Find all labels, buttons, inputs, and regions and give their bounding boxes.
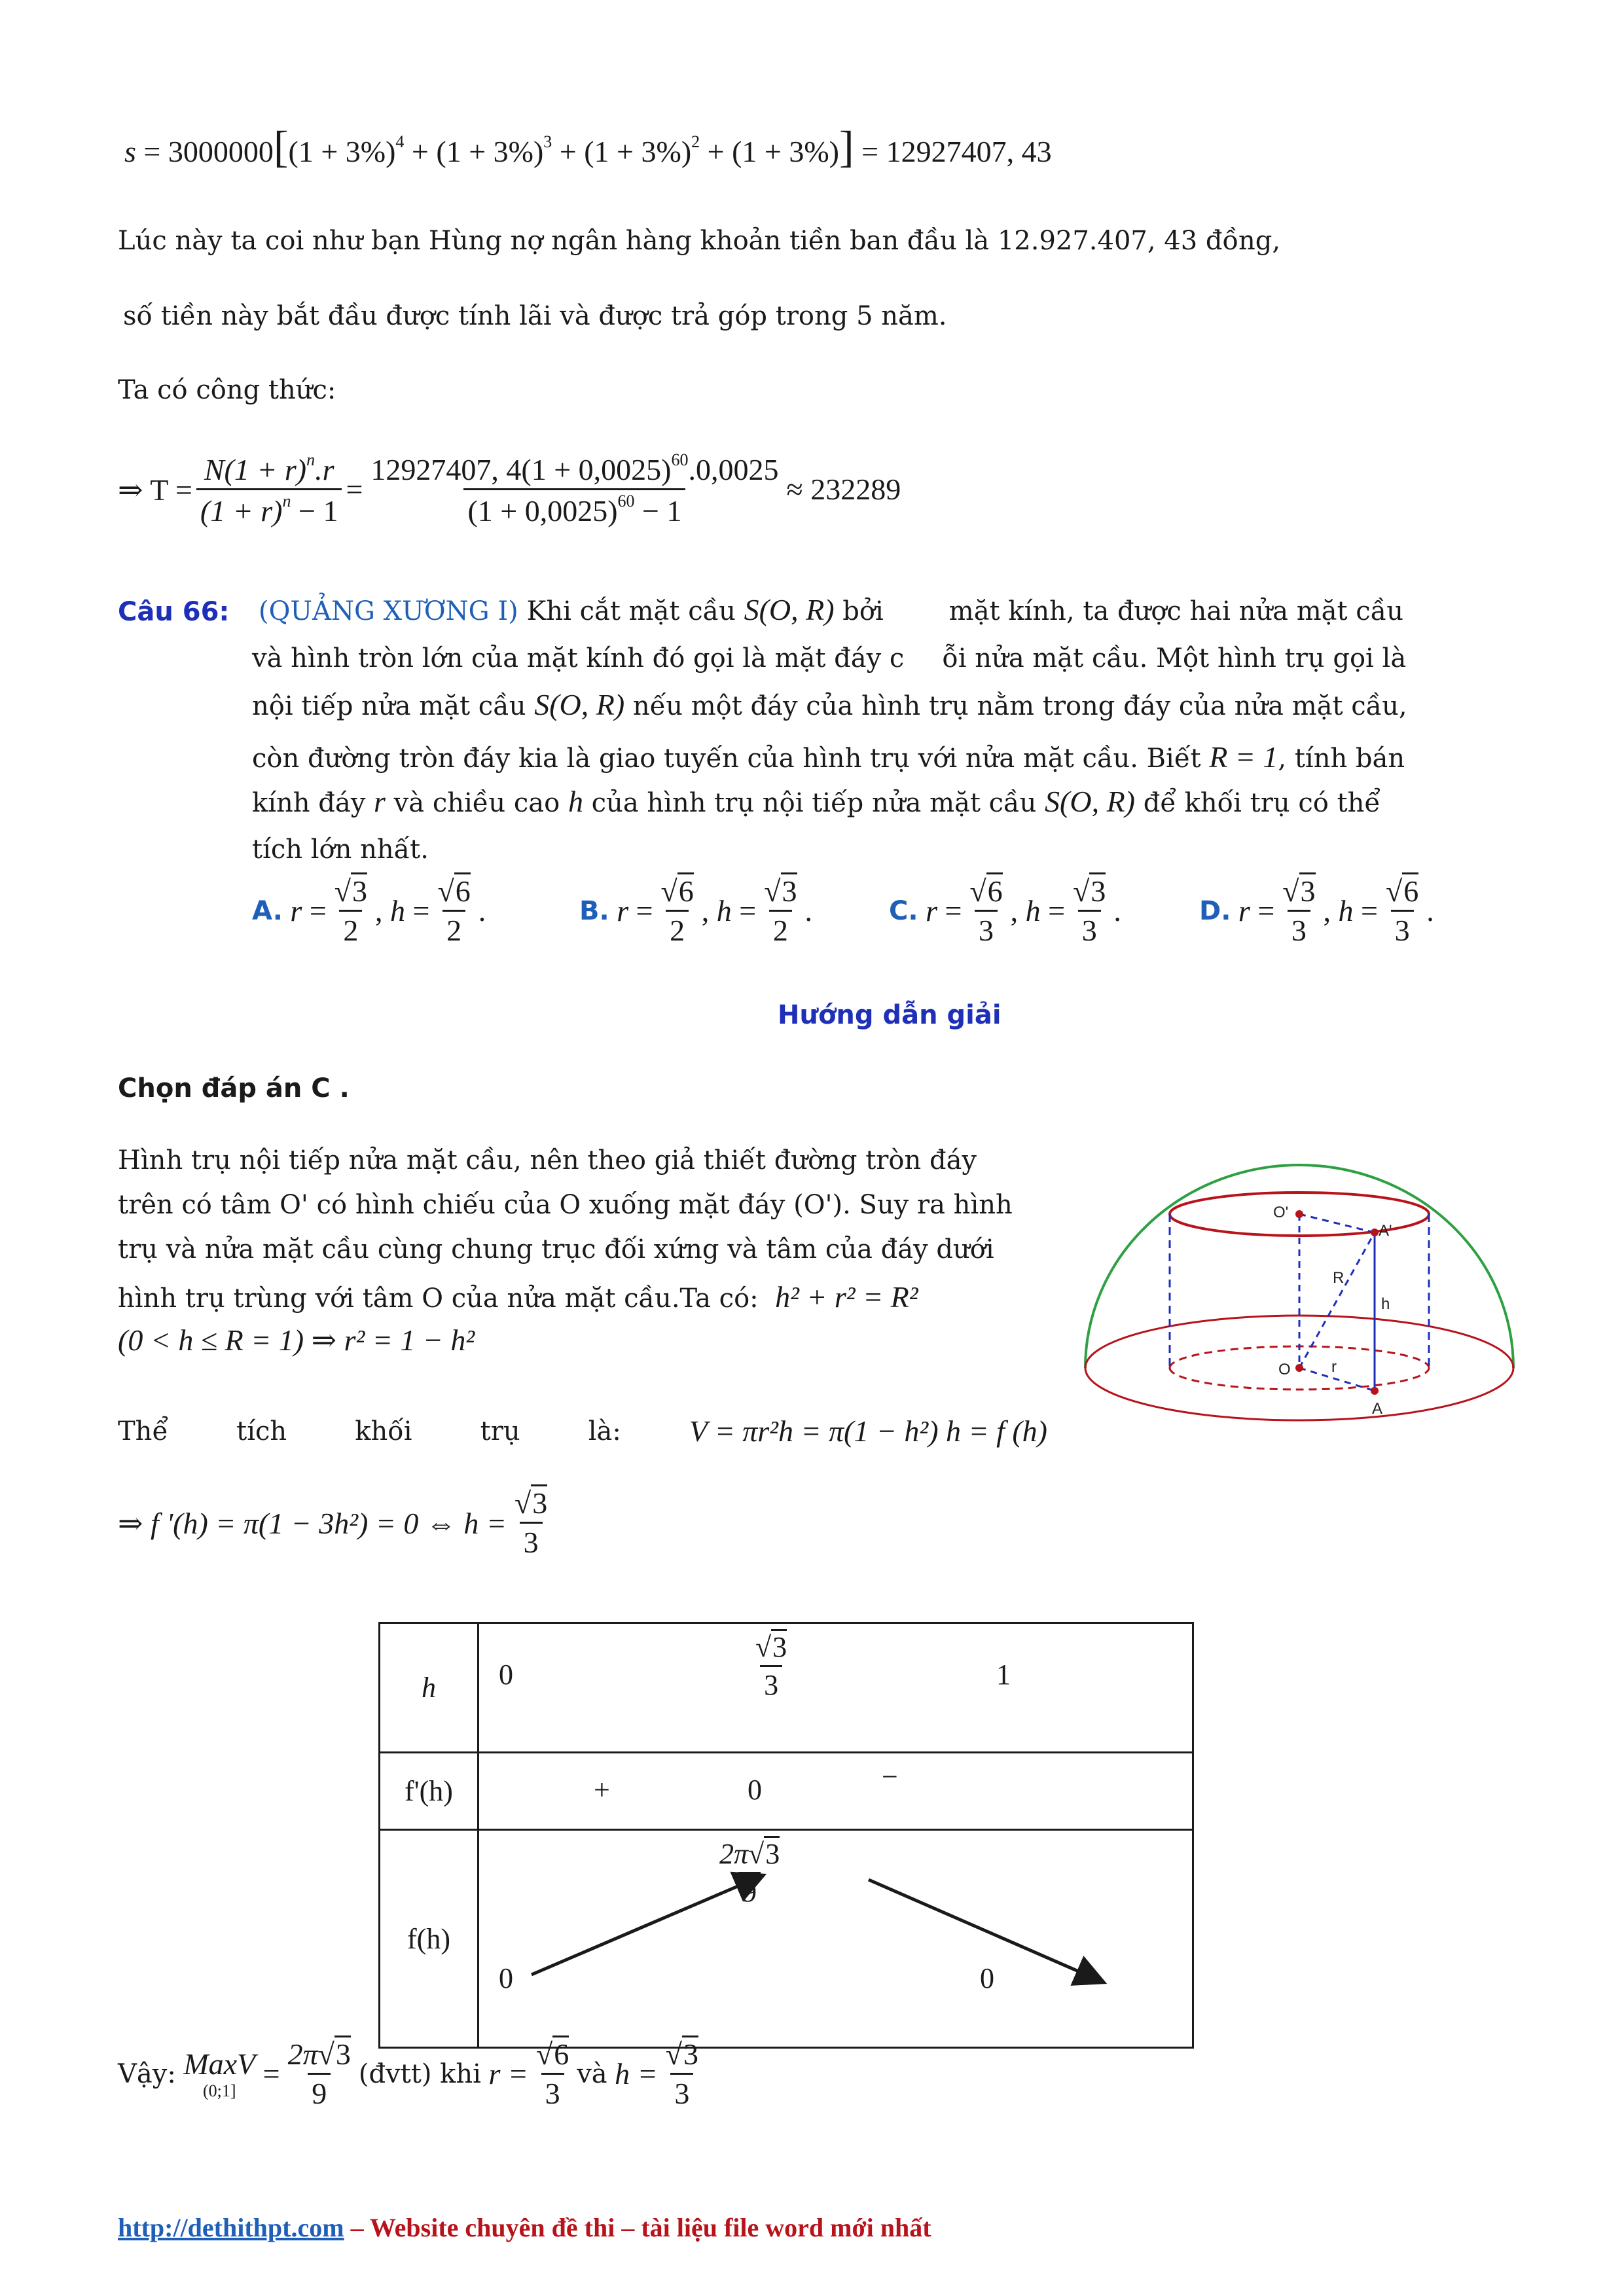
solution-line-5: (0 < h ≤ R = 1) ⇒ r² = 1 − h² bbox=[118, 1323, 475, 1357]
formula-t: ⇒ T = $\frac{N(1 + r)^n.r}{(1 + r)^n - 1}$ = $\frac{12927407, 4(1 + 0,0025)^{60}.0,0025}{(1 + 0,0025)^{60} - 1}$ ≈ 232289 bbox=[118, 450, 901, 528]
arrow-decreasing bbox=[869, 1880, 1101, 1981]
paragraph-1: Lúc này ta coi như bạn Hùng nợ ngân hàng khoản tiền ban đầu là 12.927.407, 43 đồng, bbox=[118, 226, 1281, 256]
solution-line-2: trên có tâm O' có hình chiếu của O xuống mặt đáy (O'). Suy ra hình bbox=[118, 1190, 1013, 1220]
formula-s: $s = 3000000[(1 + 3\%)^4 + (1 + 3\%)^3 + (1 + 3\%)^2 + (1 + 3\%)] = 12927407$, 43 bbox=[124, 122, 1052, 171]
label-a-prime: A' bbox=[1379, 1222, 1392, 1240]
fp-plus: + bbox=[594, 1773, 610, 1806]
question-line-1: (QUẢNG XƯƠNG I) Khi cắt mặt cầu S(O, R) bởi mặt kính, ta được hai nửa mặt cầu bbox=[259, 593, 1403, 626]
solution-line-3: trụ và nửa mặt cầu cùng chung trục đối xứng và tâm của đáy dưới bbox=[118, 1234, 994, 1265]
option-c[interactable]: C. r = $\frac{√6}{3}$ , h = $\frac{√3}{3}$ . bbox=[889, 874, 1121, 948]
fp-zero: 0 bbox=[748, 1773, 762, 1806]
label-o-prime: O' bbox=[1273, 1204, 1289, 1221]
footer-text: – Website chuyên đề thi – tài liệu file word mới nhất bbox=[344, 2213, 931, 2242]
fraction-numeric: $\frac{12927407, 4(1 + 0,0025)^{60}.0,0025}{(1 + 0,0025)^{60} - 1}$ bbox=[370, 450, 779, 528]
solution-line-6: Thể tích khối trụ là: V = πr²h = π(1 − h²) h = f (h) bbox=[118, 1414, 1047, 1448]
f-right: 0 bbox=[980, 1962, 994, 1995]
row-f-label: f(h) bbox=[380, 1830, 478, 2048]
label-r-big: R bbox=[1333, 1269, 1344, 1287]
option-a[interactable]: A. r = $\frac{√3}{2}$ , h = $\frac{√6}{2}$ . bbox=[252, 874, 486, 948]
solution-line-7: ⇒ f '(h) = π(1 − 3h²) = 0 ⇔ h = $\frac{√3}{3}$ bbox=[118, 1486, 555, 1560]
label-a: A bbox=[1372, 1400, 1383, 1418]
paragraph-2: số tiền này bắt đầu được tính lãi và được trả góp trong 5 năm. bbox=[123, 301, 947, 331]
question-line-5: kính đáy r và chiều cao h của hình trụ nội tiếp nửa mặt cầu S(O, R) để khối trụ có thể bbox=[252, 785, 1380, 818]
fraction-general: $\frac{N(1 + r)^n.r}{(1 + r)^n - 1}$ bbox=[196, 450, 342, 528]
answer-choice: Chọn đáp án C . bbox=[118, 1073, 350, 1103]
label-h: h bbox=[1381, 1295, 1390, 1313]
question-line-4: còn đường tròn đáy kia là giao tuyến của hình trụ với nửa mặt cầu. Biết R = 1, tính bán bbox=[252, 740, 1405, 774]
solution-line-4: hình trụ trùng với tâm O của nửa mặt cầu.Ta có: h² + r² = R² bbox=[118, 1280, 918, 1314]
h-mid: $\frac{√3}{3}$ bbox=[751, 1630, 791, 1702]
paragraph-3: Ta có công thức: bbox=[118, 375, 336, 405]
question-line-2: và hình tròn lớn của mặt kính đó gọi là mặt đáy c ỗi nửa mặt cầu. Một hình trụ gọi là bbox=[252, 643, 1407, 673]
label-r-small: r bbox=[1331, 1358, 1337, 1376]
arrow-increasing bbox=[532, 1876, 761, 1975]
label-o: O bbox=[1278, 1361, 1291, 1378]
f-peak: $\frac{2\pi√3}{9}$ bbox=[715, 1837, 784, 1909]
option-b[interactable]: B. r = $\frac{√6}{2}$ , h = $\frac{√3}{2}$ . bbox=[579, 874, 812, 948]
variation-table bbox=[378, 1622, 1194, 2049]
footer bbox=[118, 2212, 931, 2243]
variation-arrows bbox=[479, 1831, 1197, 2047]
question-line-6: tích lớn nhất. bbox=[252, 834, 429, 865]
question-line-3: nội tiếp nửa mặt cầu S(O, R) nếu một đáy của hình trụ nằm trong đáy của nửa mặt cầu, bbox=[252, 688, 1407, 721]
row-fp-label: f'(h) bbox=[380, 1752, 478, 1830]
question-label: Câu 66: bbox=[118, 597, 230, 627]
h-start: 0 bbox=[499, 1659, 513, 1691]
solution-heading: Hướng dẫn giải bbox=[778, 1000, 1001, 1030]
h-end: 1 bbox=[996, 1659, 1011, 1691]
footer-link[interactable]: http://dethithpt.com bbox=[118, 2213, 344, 2242]
hemisphere-figure bbox=[1074, 1152, 1525, 1446]
solution-line-1: Hình trụ nội tiếp nửa mặt cầu, nên theo giả thiết đường tròn đáy bbox=[118, 1145, 977, 1175]
row-h-label: h bbox=[380, 1623, 478, 1753]
conclusion: Vậy: MaxV (0;1] = $\frac{2\pi√3}{9}$ (đvtt) khi r = $\frac{√6}{3}$ và h = $\frac{√3}{3}$ bbox=[118, 2037, 706, 2111]
fp-minus: − bbox=[882, 1760, 898, 1793]
f-left: 0 bbox=[499, 1962, 513, 1995]
option-d[interactable]: D. r = $\frac{√3}{3}$ , h = $\frac{√6}{3}$ . bbox=[1199, 874, 1434, 948]
